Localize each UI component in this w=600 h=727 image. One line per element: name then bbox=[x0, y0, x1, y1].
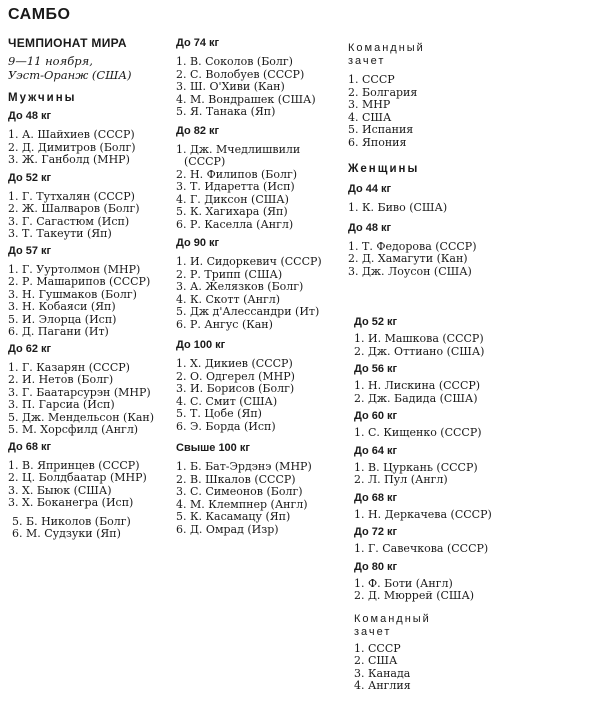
results-list bbox=[354, 578, 598, 603]
results-list bbox=[176, 56, 346, 119]
result-item: 1. Г. Казарян (СССР) bbox=[8, 360, 130, 374]
result-item: 2. Р. Машарипов (СССР) bbox=[8, 275, 151, 288]
result-item: 5. К. Хагихара (Яп) bbox=[176, 205, 288, 218]
result-item: 6. М. Судзуки (Яп) bbox=[12, 527, 121, 540]
category-title: До 80 кг bbox=[354, 560, 398, 573]
result-item: 1. А. Шайхиев (СССР) bbox=[8, 128, 135, 141]
result-item: 6. Р. Ангус (Кан) bbox=[176, 317, 273, 331]
team-item: 6. Япония bbox=[348, 135, 407, 149]
result-item: 3. Т. Такеути (Яп) bbox=[8, 227, 112, 240]
category-title: До 72 кг bbox=[354, 526, 398, 538]
result-item: 2. Д. Димитров (Болг) bbox=[8, 140, 136, 154]
team-item: 4. США bbox=[348, 110, 392, 124]
result-item: 1. Н. Лискина (СССР) bbox=[354, 379, 481, 392]
team-item: 2. Болгария bbox=[348, 85, 418, 99]
result-item: 2. Ж. Шалваров (Болг) bbox=[8, 202, 140, 215]
results-list bbox=[354, 509, 598, 522]
result-item: 3. Т. Идаретта (Исп) bbox=[176, 180, 295, 193]
results-list bbox=[176, 256, 346, 331]
result-item: 1. Г. Ууртолмон (МНР) bbox=[8, 262, 141, 276]
result-item: 5. Дж д'Алессандри (Ит) bbox=[176, 305, 320, 318]
result-item: 5. Б. Николов (Болг) bbox=[12, 514, 131, 528]
result-item: 3. Ш. О'Хиви (Кан) bbox=[176, 80, 285, 93]
result-item: 4. М. Клемпнер (Англ) bbox=[176, 497, 308, 511]
result-item: 1. С. Кищенко (СССР) bbox=[354, 426, 482, 439]
category-title: До 44 кг bbox=[348, 183, 392, 195]
championship-title: ЧЕМПИОНАТ МИРА bbox=[8, 36, 127, 50]
result-item: 6. Д. Омрад (Изр) bbox=[176, 522, 279, 536]
team-item: 3. Канада bbox=[354, 666, 411, 680]
result-item: 6. Э. Борда (Исп) bbox=[176, 419, 276, 433]
result-item: 5. Дж. Мендельсон (Кан) bbox=[8, 410, 155, 424]
team-item: 3. МНР bbox=[348, 98, 391, 111]
result-item: 1. Т. Федорова (СССР) bbox=[348, 239, 477, 253]
result-item: 1. В. Япринцев (СССР) bbox=[8, 458, 140, 472]
result-item: 5. Я. Танака (Яп) bbox=[176, 105, 276, 118]
result-item: 1. Г. Савечкова (СССР) bbox=[354, 542, 489, 555]
event-dates: 9—11 ноября, bbox=[8, 54, 93, 68]
result-item: 2. Дж. Бадида (США) bbox=[354, 391, 478, 405]
result-item: 2. Д. Мюррей (США) bbox=[354, 589, 475, 602]
team-item: 4. Англия bbox=[354, 679, 411, 692]
result-item: 3. Ж. Ганболд (МНР) bbox=[8, 153, 130, 166]
category-title: До 60 кг bbox=[354, 410, 398, 422]
column-3 bbox=[348, 0, 598, 693]
result-item: 3. А. Желязков (Болг) bbox=[176, 280, 304, 293]
result-item: 3. И. Борисов (Болг) bbox=[176, 382, 295, 395]
result-item: 1. В. Соколов (Болг) bbox=[176, 55, 293, 68]
result-item: 1. Ф. Боти (Англ) bbox=[354, 576, 453, 590]
result-item: 1. Дж. Мчедлишвили bbox=[176, 142, 301, 156]
result-item: 2. С. Волобуев (СССР) bbox=[176, 67, 305, 81]
category-title: До 48 кг bbox=[8, 110, 52, 122]
result-item: 3. Х. Боканегра (Исп) bbox=[8, 496, 134, 509]
category-title: До 74 кг bbox=[176, 37, 220, 49]
category-title: До 68 кг bbox=[354, 491, 398, 504]
team-standings-list bbox=[348, 74, 598, 149]
sport-title: САМБО bbox=[8, 6, 71, 23]
result-item: 5. К. Касамацу (Яп) bbox=[176, 510, 291, 523]
result-item: 3. Н. Кобаяси (Яп) bbox=[8, 300, 116, 313]
result-item: 3. Н. Гушмаков (Болг) bbox=[8, 287, 137, 301]
category-title: До 90 кг bbox=[176, 237, 220, 249]
category-title: До 56 кг bbox=[354, 363, 398, 375]
team-standings-list bbox=[354, 643, 598, 693]
result-item: 1. И. Машкова (СССР) bbox=[354, 332, 484, 345]
category-title: Свыше 100 кг bbox=[176, 442, 250, 454]
category-title: До 100 кг bbox=[176, 339, 226, 351]
result-item: 2. О. Одгерел (МНР) bbox=[176, 369, 295, 383]
category-title: До 57 кг bbox=[8, 244, 52, 257]
result-item: 2. Р. Трипп (США) bbox=[176, 267, 283, 281]
results-list bbox=[354, 462, 598, 487]
column-1 bbox=[8, 0, 173, 541]
result-item: 1. В. Цуркань (СССР) bbox=[354, 460, 478, 474]
team-item: 1. СССР bbox=[348, 73, 395, 86]
category-title: До 62 кг bbox=[8, 342, 52, 355]
result-item: 1. Х. Дикиев (СССР) bbox=[176, 357, 293, 370]
results-list bbox=[176, 358, 346, 433]
result-item: 2. И. Нетов (Болг) bbox=[8, 373, 114, 386]
category-title: До 52 кг bbox=[8, 171, 52, 184]
result-item: 4. К. Скотт (Англ) bbox=[176, 292, 281, 306]
result-item: 3. Г. Сагастюм (Исп) bbox=[8, 214, 130, 228]
result-item: 5. М. Хорсфилд (Англ) bbox=[8, 423, 139, 436]
result-item: 5. Т. Цобе (Яп) bbox=[176, 407, 262, 420]
event-location: Уэст-Оранж (США) bbox=[8, 68, 132, 82]
results-list bbox=[8, 460, 173, 541]
result-item: 4. М. Вондрашек (США) bbox=[176, 92, 316, 106]
results-list bbox=[348, 202, 598, 215]
results-list bbox=[8, 129, 173, 167]
result-item: 5. И. Элорца (Исп) bbox=[8, 312, 117, 326]
result-item: 2. Л. Пул (Англ) bbox=[354, 473, 448, 486]
result-item: 2. Н. Филипов (Болг) bbox=[176, 167, 298, 181]
result-item: 4. Г. Диксон (США) bbox=[176, 192, 289, 206]
men-heading: Мужчины bbox=[8, 92, 77, 104]
team-item: 1. СССР bbox=[354, 641, 401, 655]
results-list bbox=[8, 191, 173, 241]
result-item: 6. Д. Пагани (Ит) bbox=[8, 325, 109, 338]
results-list bbox=[354, 333, 598, 358]
result-item: 3. П. Гарсиа (Исп) bbox=[8, 398, 115, 411]
results-list bbox=[348, 241, 598, 279]
team-item: 5. Испания bbox=[348, 123, 414, 136]
result-item: 2. Д. Хамагути (Кан) bbox=[348, 252, 468, 265]
results-list bbox=[176, 461, 346, 536]
result-item: 1. К. Биво (США) bbox=[348, 201, 448, 214]
results-list bbox=[354, 543, 598, 556]
results-list bbox=[176, 144, 346, 232]
result-item: 2. Ц. Болдбаатар (МНР) bbox=[8, 471, 147, 484]
result-item: 3. Дж. Лоусон (США) bbox=[348, 264, 472, 278]
results-list bbox=[354, 380, 598, 405]
result-item: 1. Б. Бат-Эрдэнэ (МНР) bbox=[176, 460, 312, 473]
results-list bbox=[354, 427, 598, 440]
result-item: 3. Х. Быюк (США) bbox=[8, 483, 112, 497]
team-standings-heading: Командный зачет bbox=[348, 42, 425, 67]
category-title: До 64 кг bbox=[354, 444, 398, 457]
result-item: 4. С. Смит (США) bbox=[176, 394, 278, 408]
result-item: 1. И. Сидоркевич (СССР) bbox=[176, 255, 322, 268]
team-item: 2. США bbox=[354, 654, 398, 667]
column-2 bbox=[176, 0, 346, 536]
category-title: До 68 кг bbox=[8, 440, 52, 453]
category-title: До 82 кг bbox=[176, 124, 220, 137]
results-list bbox=[8, 264, 173, 339]
result-item: 1. Н. Деркачева (СССР) bbox=[354, 507, 492, 521]
result-item: 1. Г. Тутхалян (СССР) bbox=[8, 189, 135, 203]
result-item: 3. Г. Баатарсурэн (МНР) bbox=[8, 385, 151, 399]
women-heading: Женщины bbox=[348, 163, 420, 175]
result-item: 2. Дж. Оттиано (США) bbox=[354, 344, 485, 358]
team-standings-heading: Командный зачет bbox=[354, 612, 431, 638]
women-lower-block bbox=[348, 316, 598, 693]
result-item: 2. В. Шкалов (СССР) bbox=[176, 472, 296, 486]
result-item: 3. С. Симеонов (Болг) bbox=[176, 485, 303, 498]
result-item: 6. Р. Каселла (Англ) bbox=[176, 217, 294, 231]
results-list bbox=[8, 362, 173, 437]
result-item: (СССР) bbox=[184, 155, 226, 168]
category-title: До 48 кг bbox=[348, 221, 392, 234]
category-title: До 52 кг bbox=[354, 316, 398, 328]
